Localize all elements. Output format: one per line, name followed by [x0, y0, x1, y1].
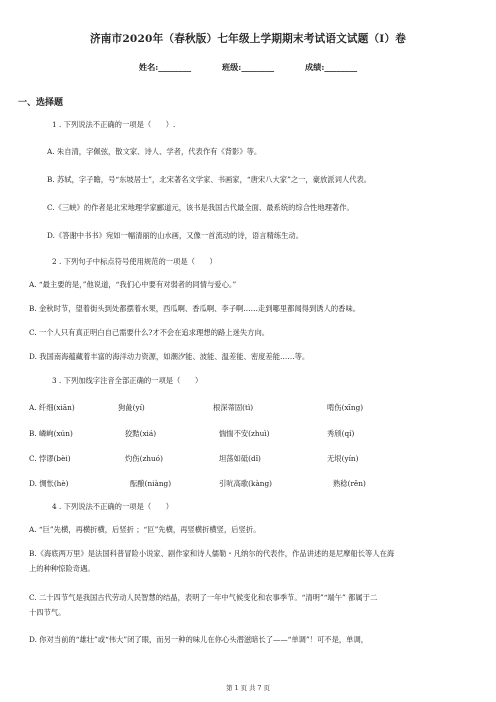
question-2-stem: 2 . 下列句子中标点符号使用规范的一项是（ ）: [52, 257, 217, 266]
question-4-option-c-line-2: 十四节气。: [29, 608, 66, 617]
question-3-option-d-4: 熟稔(rěn): [333, 479, 366, 488]
question-4-stem: 4 . 下列说法不正确的一项是（ ）: [52, 502, 174, 511]
question-3-option-b-1: B. 嶙峋(xún): [29, 429, 73, 438]
question-2-option-c: C. 一个人只有真正明白自己需要什么?才不会在追求理想的路上迷失方向。: [29, 328, 270, 337]
question-3-option-b-2: 狡黠(xiá): [125, 429, 157, 438]
question-3-option-c-3: 坦荡如砥(dǐ): [219, 454, 261, 463]
question-2-option-a: A. “最主要的是，”他说道，“我们心中要有对弱者的同情与爱心。”: [29, 280, 237, 289]
page-footer: 第 1 页 共 7 页: [226, 684, 270, 692]
question-3-option-c-2: 灼伤(zhuó): [125, 454, 163, 463]
question-3-option-a-3: 根深蒂固(tì): [213, 403, 254, 412]
question-3-option-b-4: 秀颀(qí): [327, 429, 355, 438]
score-field-label: 成绩:________: [304, 62, 358, 72]
question-2-option-d: D. 我国南海蕴藏着丰富的海洋动力资源，如潮汐能、波能、温差能、密度差能……等。: [29, 352, 310, 361]
name-field-label: 姓名:________: [138, 62, 192, 72]
question-4-option-b-line-1: B.《海底两万里》是法国科普冒险小说家、剧作家和诗人儒勒・凡纳尔的代表作，作品讲述的是尼摩船长等人在海: [29, 549, 395, 558]
question-3-option-c-1: C. 悖谬(bèi): [29, 454, 71, 463]
exam-title: 济南市2020年（春秋版）七年级上学期期末考试语文试题（I）卷: [89, 33, 407, 45]
question-3-option-a-2: 狗彘(yí): [118, 403, 145, 412]
question-1-option-d: D.《答谢中书书》宛如一幅清丽的山水画，又像一首流动的诗，语言精练生动。: [47, 231, 304, 240]
question-4-option-c-line-1: C. 二十四节气是我国古代劳动人民智慧的结晶，表明了一年中气候变化和农事季节。“清明”“端午” 都属于二: [29, 593, 378, 602]
question-3-option-d-1: D. 惆怅(hè): [29, 479, 69, 488]
question-3-option-b-3: 惴惴不安(zhuì): [219, 429, 270, 438]
question-3-stem: 3 . 下列加线字注音全部正确的一项是（ ）: [52, 376, 203, 385]
question-3-option-d-2: 酝酿(niàng): [130, 479, 172, 488]
question-1-option-a: A. 朱自清，字佩弦，散文家、诗人、学者，代表作有《背影》等。: [47, 147, 262, 156]
question-1-stem: 1 . 下列说法不正确的一项是（ ）.: [52, 120, 176, 129]
question-4-option-b-line-2: 上的种种惊险奇遇。: [29, 564, 95, 573]
question-3-option-d-3: 引吭高歌(kàng): [219, 479, 273, 488]
question-4-option-d-line-1: D. 你对当前的“雄壮”或“伟大”闭了眼，而另一种的味儿在你心头潜滋暗长了——“单调”！可不是，单调，: [29, 635, 369, 644]
section-heading: 一、选择题: [18, 98, 64, 108]
student-info-row: [0, 62, 496, 73]
question-3-option-c-4: 无垠(yín): [327, 454, 359, 463]
class-field-label: 班级:________: [221, 62, 275, 72]
question-3-option-a-1: A. 纤细(xiān): [29, 403, 75, 412]
question-4-option-a: A. “巨”先横，再横折横，后竖折 ；“叵”先横，再竖横折横竖，后竖折。: [29, 525, 261, 534]
question-1-option-b: B. 苏轼，字子瞻，号“东坡居士”，北宋著名文学家、书画家，“唐宋八大家”之一，豪放派词人代表。: [47, 175, 372, 184]
question-2-option-b: B. 金秋时节，望着街头到处都摆着水果，西瓜啊、香瓜啊、李子啊……走到哪里都闻得到诱人的香味。: [29, 304, 361, 313]
question-1-option-c: C.《三峡》的作者是北宋地理学家郦道元，该书是我国古代最全面、最系统的综合性地理著作。: [47, 203, 354, 212]
question-3-option-a-4: 啃伤(xīng): [327, 403, 364, 412]
